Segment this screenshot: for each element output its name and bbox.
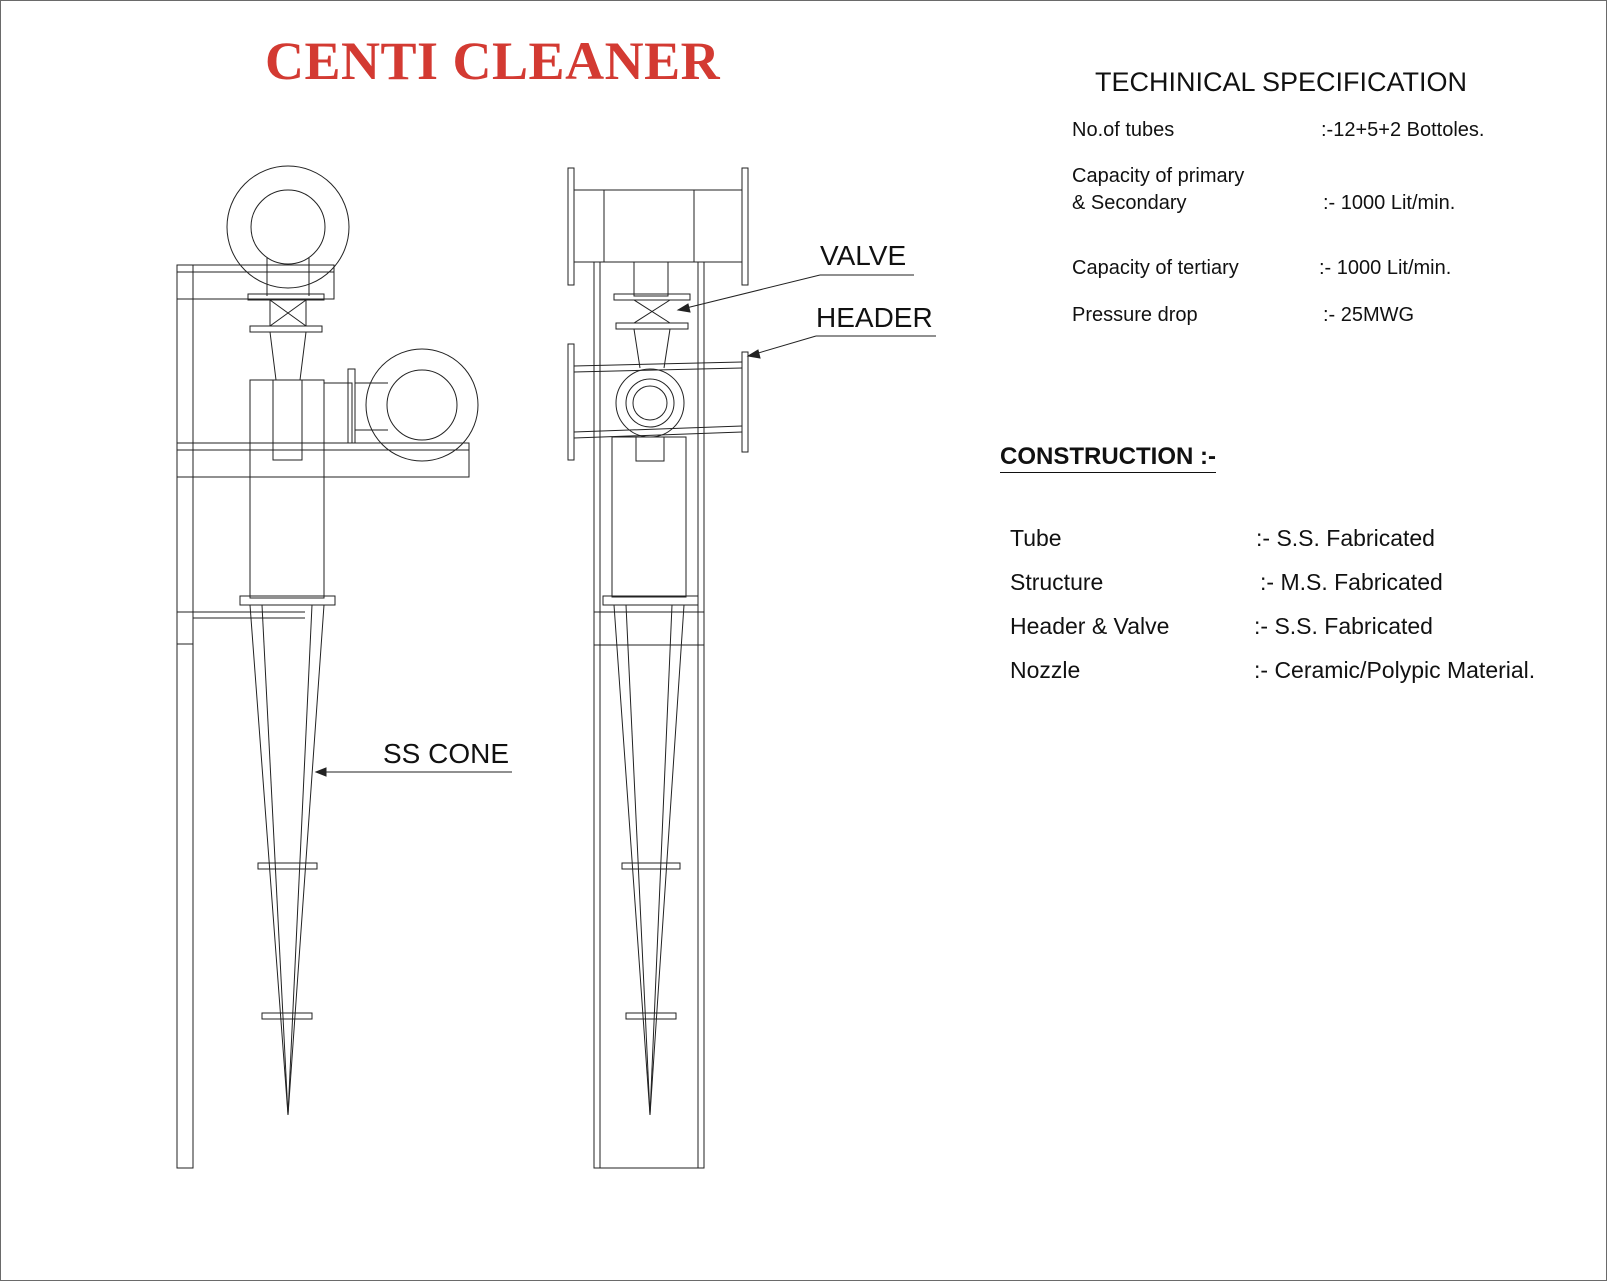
spec-label-primary: Capacity of primary <box>1072 165 1245 187</box>
spec-label-tubes: No.of tubes <box>1072 119 1175 141</box>
front-view <box>568 168 936 1168</box>
front-cone-clamp-upper <box>622 863 680 869</box>
side-frame-post <box>177 265 193 1168</box>
drawing-title: CENTI CLEANER <box>265 31 721 91</box>
top-header-pipe <box>574 190 742 262</box>
front-valve-flange-lower <box>616 323 688 329</box>
spec-heading: TECHINICAL SPECIFICATION <box>1095 67 1468 97</box>
front-cone-clamp-lower <box>626 1013 676 1019</box>
spec-value-tubes: :-12+5+2 Bottoles. <box>1321 119 1485 141</box>
construction-label-header-valve: Header & Valve <box>1010 613 1170 639</box>
construction-value-nozzle: :- Ceramic/Polypic Material. <box>1254 657 1536 683</box>
top-header-flange-left <box>568 168 574 285</box>
mid-header-flange-left <box>568 344 574 460</box>
construction-value-header-valve: :- S.S. Fabricated <box>1254 613 1433 639</box>
cone-clamp-upper <box>258 863 317 869</box>
top-inlet-ring <box>227 166 349 288</box>
construction-heading: CONSTRUCTION :- <box>1000 443 1216 473</box>
spec-value-primary: :- 1000 Lit/min. <box>1323 192 1456 214</box>
callout-header: HEADER <box>816 302 933 333</box>
ss-cone <box>250 605 324 1115</box>
spec-value-tertiary: :- 1000 Lit/min. <box>1319 257 1452 279</box>
construction-label-nozzle: Nozzle <box>1010 657 1081 683</box>
cone-clamp-lower <box>262 1013 312 1019</box>
front-inlet-pipe-inner <box>633 386 667 420</box>
spec-value-pressure: :- 25MWG <box>1323 304 1415 326</box>
callout-valve: VALVE <box>820 240 907 271</box>
valve-flange-lower <box>250 326 322 332</box>
side-inlet-ring <box>366 349 478 461</box>
spec-label-pressure: Pressure drop <box>1072 304 1198 326</box>
top-header-flange-right <box>742 168 748 285</box>
front-ss-cone <box>614 605 684 1115</box>
cone-top-flange <box>240 596 335 605</box>
spec-label-tertiary: Capacity of tertiary <box>1072 257 1239 279</box>
inner-vortex-finder <box>273 380 302 460</box>
construction-label-tube: Tube <box>1010 525 1062 551</box>
mid-header-flange-right <box>742 352 748 452</box>
front-valve-flange-upper <box>614 294 690 300</box>
construction-value-tube: :- S.S. Fabricated <box>1256 525 1435 551</box>
side-lower-beam <box>177 443 469 477</box>
spec-label-secondary: & Secondary <box>1072 192 1187 214</box>
side-view <box>177 166 512 1168</box>
construction-value-structure: :- M.S. Fabricated <box>1260 569 1443 595</box>
valve-leader <box>678 275 820 310</box>
side-inlet-pipe <box>387 370 457 440</box>
callout-ss-cone: SS CONE <box>383 738 510 769</box>
front-frame <box>594 262 704 1168</box>
side-cylinder <box>250 380 324 598</box>
top-inlet-pipe <box>251 190 325 264</box>
construction-label-structure: Structure <box>1010 569 1104 595</box>
